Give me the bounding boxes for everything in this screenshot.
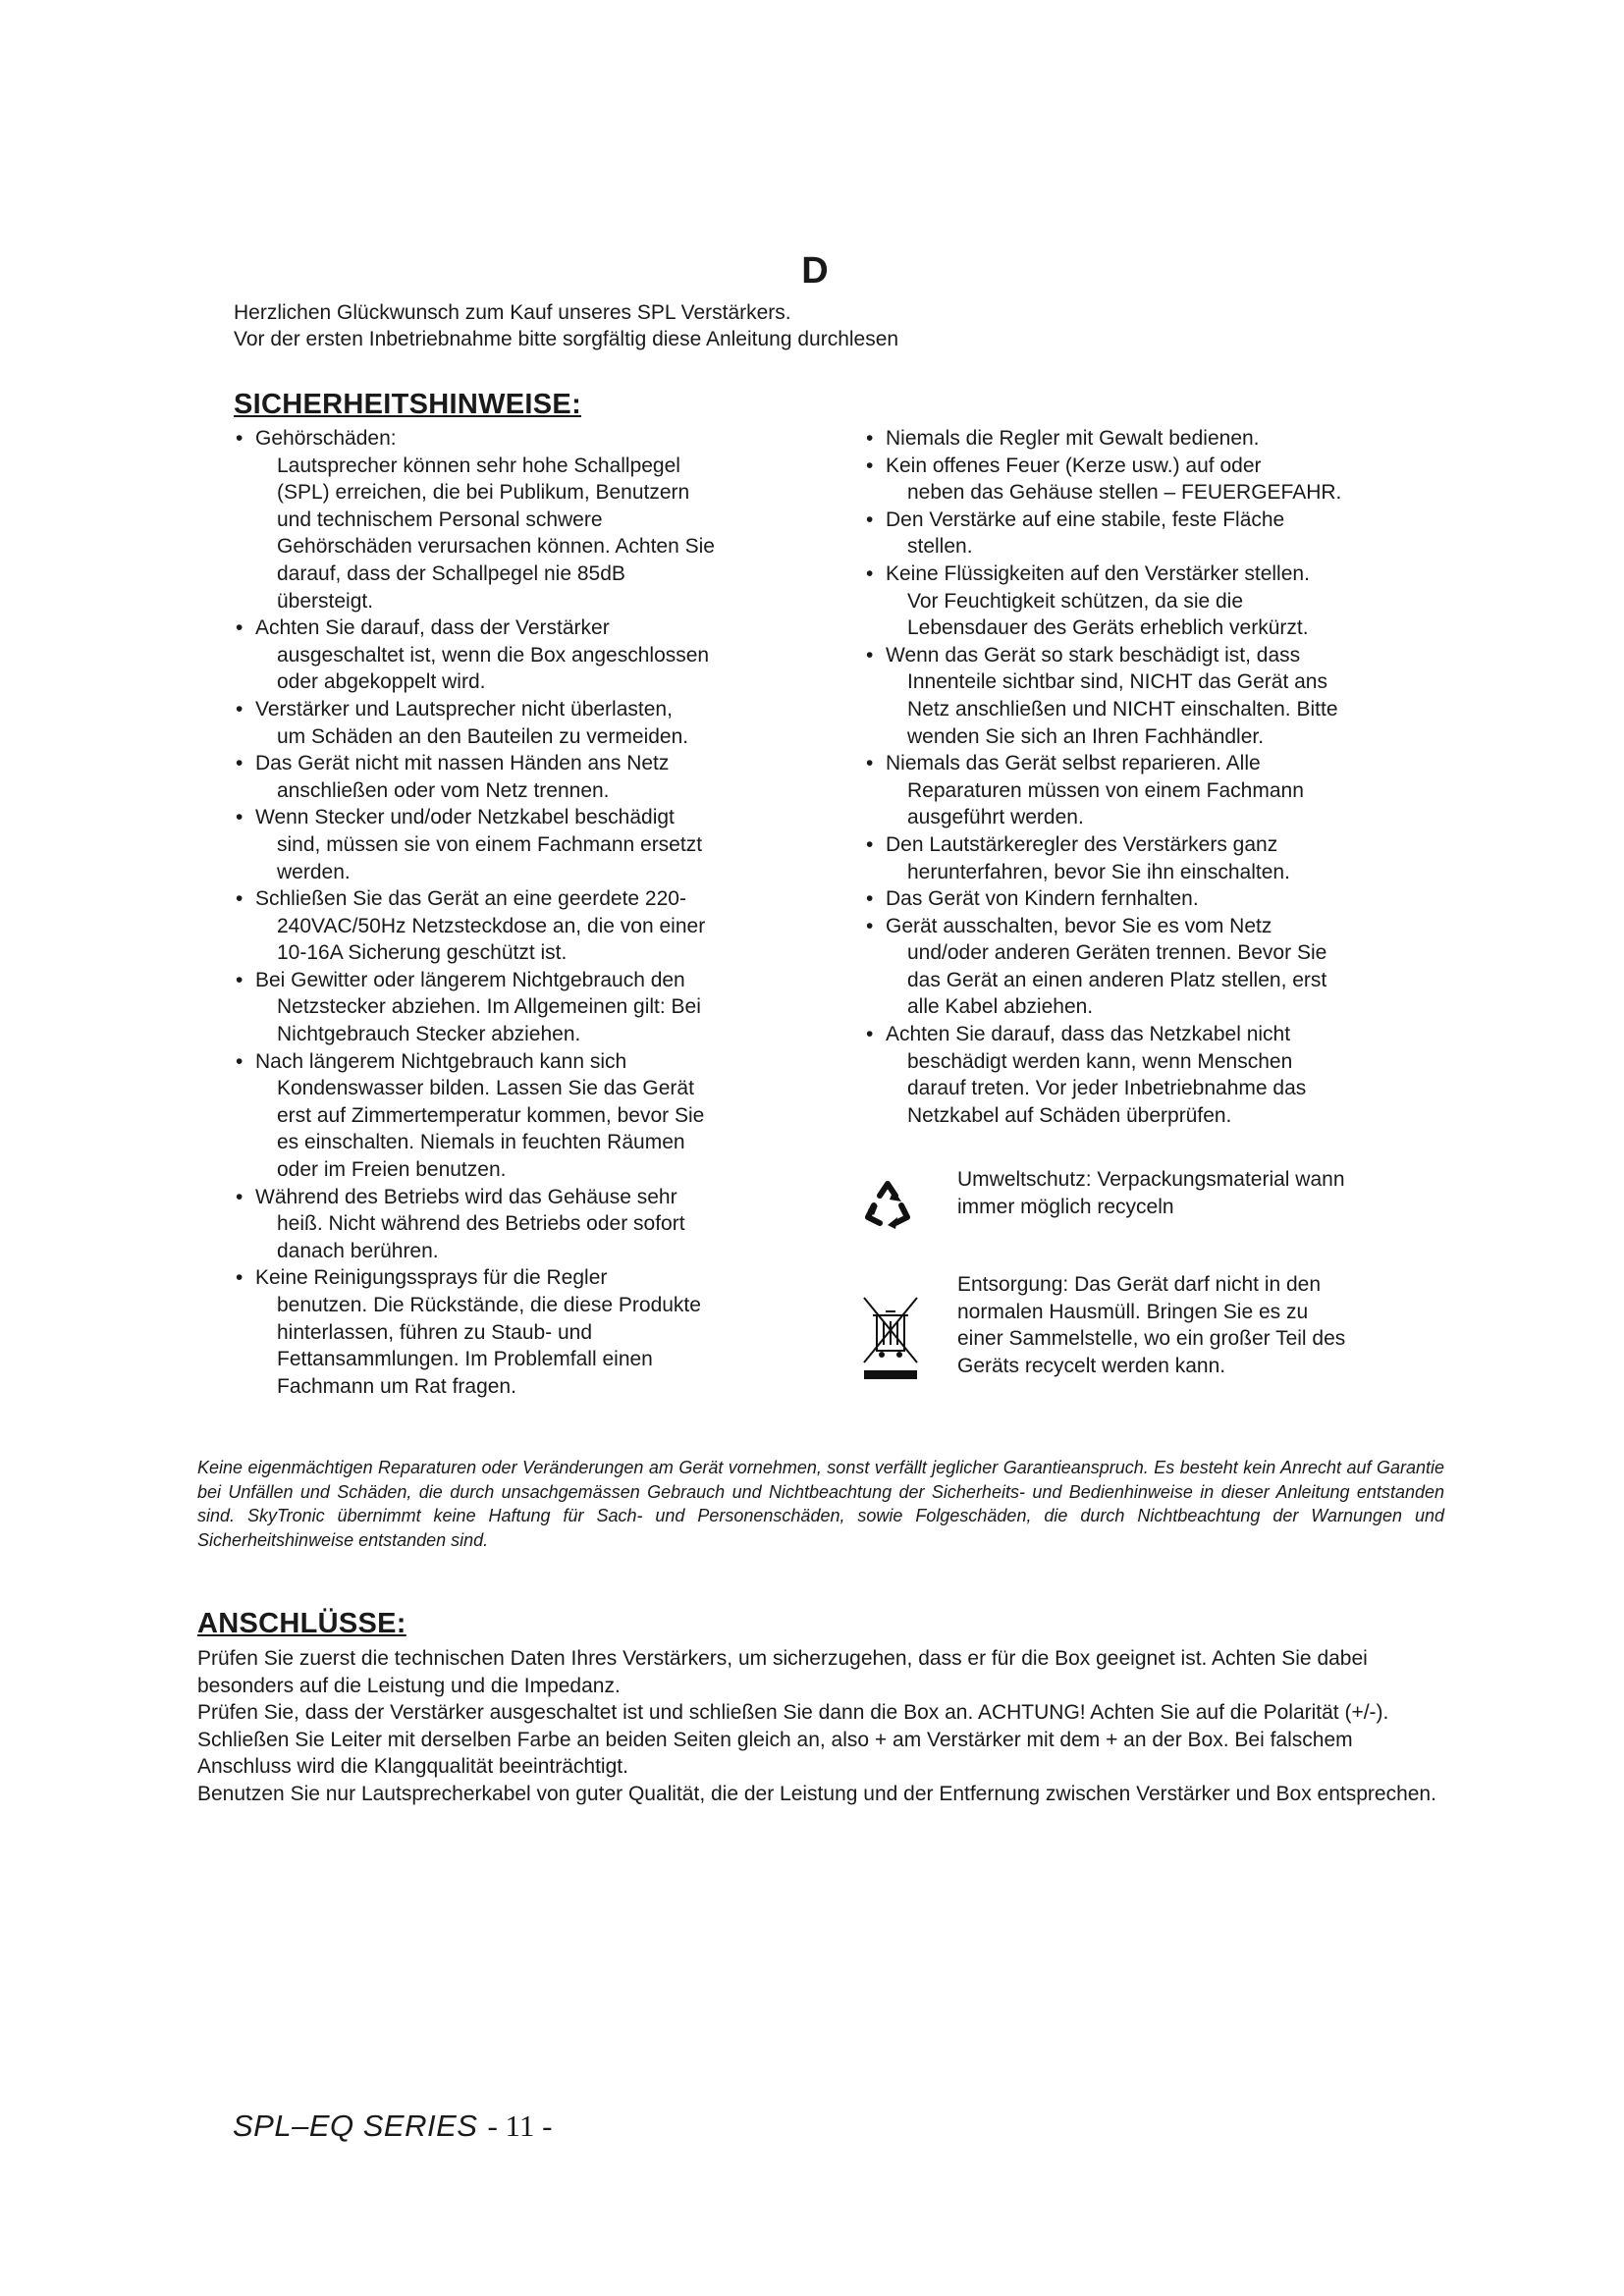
safety-item-line: herunterfahren, bevor Sie ihn einschalten. <box>907 860 1290 883</box>
safety-item-line: Fettansammlungen. Im Problemfall einen <box>277 1348 653 1371</box>
safety-item-line: stellen. <box>907 535 973 559</box>
bullet-icon: • <box>236 697 244 721</box>
safety-item-line: Netzkabel auf Schäden überprüfen. <box>907 1103 1232 1127</box>
safety-item-line: Lebensdauer des Geräts erheblich verkürzt. <box>907 616 1309 640</box>
language-letter: D <box>801 250 829 292</box>
safety-list-left <box>234 425 793 1400</box>
safety-item <box>864 750 1414 831</box>
bullet-icon: • <box>866 643 874 667</box>
recycle-icon <box>860 1176 915 1233</box>
safety-item-line: Nach längerem Nichtgebrauch kann sich <box>255 1049 627 1073</box>
safety-item-line: Reparaturen müssen von einem Fachmann <box>907 778 1304 802</box>
disposal-note-line: Geräts recycelt werden kann. <box>957 1354 1226 1377</box>
safety-heading: SICHERHEITSHINWEISE: <box>234 389 582 420</box>
safety-item-line: heiß. Nicht während des Betriebs oder sofort <box>277 1212 685 1236</box>
recycle-note <box>957 1166 1429 1220</box>
safety-item <box>234 614 793 696</box>
bullet-icon: • <box>866 887 874 911</box>
page-number: - 11 - <box>487 2109 553 2143</box>
safety-item-line: Den Verstärke auf eine stabile, feste Fläche <box>886 507 1285 531</box>
connections-body <box>197 1645 1449 1808</box>
safety-item <box>234 696 793 750</box>
safety-item-line: Kondenswasser bilden. Lassen Sie das Gerät <box>277 1077 694 1100</box>
bullet-icon: • <box>866 561 874 585</box>
safety-item-line: Innenteile sichtbar sind, NICHT das Gerät ans <box>907 670 1327 694</box>
safety-item <box>864 913 1414 1021</box>
safety-item-line: oder abgekoppelt wird. <box>277 670 486 694</box>
safety-item-line: ausgeführt werden. <box>907 806 1084 829</box>
safety-item-line: hinterlassen, führen zu Staub- und <box>277 1320 593 1344</box>
safety-item <box>234 1048 793 1184</box>
safety-item-line: Fachmann um Rat fragen. <box>277 1374 516 1398</box>
safety-item-line: benutzen. Die Rückstände, die diese Produkte <box>277 1294 701 1316</box>
safety-item-line: um Schäden an den Bauteilen zu vermeiden. <box>277 724 689 748</box>
disposal-note-line: normalen Hausmüll. Bringen Sie es zu <box>957 1300 1309 1323</box>
bullet-icon: • <box>236 616 244 640</box>
safety-list-right <box>864 425 1414 1129</box>
safety-item-line: Gerät ausschalten, bevor Sie es vom Netz <box>886 914 1272 937</box>
connections-paragraph: Prüfen Sie zuerst die technischen Daten Ihres Verstärkers, um sicherzugehen, dass er für die Box geeignet ist. Achten Sie dabei besonders auf die Leistung und die Impedanz. <box>197 1647 1368 1697</box>
safety-item-line: darauf treten. Vor jeder Inbetriebnahme das <box>907 1077 1307 1100</box>
bullet-icon: • <box>866 914 874 937</box>
safety-item-line: Gehörschäden verursachen können. Achten Sie <box>277 535 715 559</box>
bullet-icon: • <box>866 454 874 477</box>
connections-paragraph: Prüfen Sie, dass der Verstärker ausgeschaltet ist und schließen Sie dann die Box an. ACHTUNG! Achten Sie auf die Polarität (+/-). Schließen Sie Leiter mit derselben Farbe an beiden Seiten gleich an, also + am Verstärker mit dem + an der Box. Bei falschem Anschluss wird die Klangqualität beeinträchtigt. <box>197 1701 1389 1779</box>
safety-item-line: Verstärker und Lautsprecher nicht überlasten, <box>255 697 673 721</box>
bullet-icon: • <box>236 752 244 775</box>
safety-item-line: werden. <box>277 860 351 883</box>
disposal-note-line: Entsorgung: Das Gerät darf nicht in den <box>957 1273 1322 1296</box>
safety-item-line: Niemals das Gerät selbst reparieren. Alle <box>886 752 1261 775</box>
safety-item-line: Nichtgebrauch Stecker abziehen. <box>277 1023 581 1046</box>
bullet-icon: • <box>236 427 244 450</box>
bullet-icon: • <box>866 752 874 775</box>
safety-item-line: darauf, dass der Schallpegel nie 85dB <box>277 561 625 585</box>
connections-paragraph: Benutzen Sie nur Lautsprecherkabel von guter Qualität, die der Leistung und der Entfernung zwischen Verstärker und Box entsprechen. <box>197 1782 1436 1805</box>
safety-item-line: Netzstecker abziehen. Im Allgemeinen gilt: Bei <box>277 995 701 1019</box>
safety-item-line: beschädigt werden kann, wenn Menschen <box>907 1049 1293 1073</box>
bullet-icon: • <box>866 507 874 531</box>
safety-item-line: danach berühren. <box>277 1239 439 1262</box>
intro-line: Vor der ersten Inbetriebnahme bitte sorgfältig diese Anleitung durchlesen <box>234 328 899 350</box>
safety-item <box>864 561 1414 642</box>
safety-item-line: Niemals die Regler mit Gewalt bedienen. <box>886 427 1260 450</box>
safety-item-line: wenden Sie sich an Ihren Fachhändler. <box>907 724 1265 748</box>
safety-item-line: 240VAC/50Hz Netzsteckdose an, die von einer <box>277 914 706 937</box>
safety-item-line: anschließen oder vom Netz trennen. <box>277 778 610 802</box>
safety-item-line: übersteigt. <box>277 589 374 613</box>
safety-item-line: Schließen Sie das Gerät an eine geerdete 220- <box>255 887 686 911</box>
safety-item <box>234 885 793 967</box>
safety-item-line: das Gerät an einen anderen Platz stellen, erst <box>907 968 1327 991</box>
connections-heading: ANSCHLÜSSE: <box>197 1608 406 1639</box>
safety-item-line: es einschalten. Niemals in feuchten Räumen <box>277 1131 685 1154</box>
safety-item-line: Bei Gewitter oder längerem Nichtgebrauch den <box>255 968 685 991</box>
safety-item-line: Den Lautstärkeregler des Verstärkers ganz <box>886 832 1278 856</box>
warranty-disclaimer: Keine eigenmächtigen Reparaturen oder Veränderungen am Gerät vornehmen, sonst verfällt jeglicher Garantieanspruch. Es besteht kein Anrecht auf Garantie bei Unfällen und Schäden, die durch unsachgemässen Gebrauch und Nichtbeachtung der Sicherheits- und Bedienhinweise in dieser Anleitung entstanden sind. SkyTronic übernimmt keine Haftung für Sach- und Personenschäden, sowie Folgeschäden, die durch Nichtbeachtung der Warnungen und Sicherheitshinweise entstanden sind. <box>197 1458 1444 1550</box>
safety-item <box>864 885 1414 913</box>
intro-line: Herzlichen Glückwunsch zum Kauf unseres SPL Verstärkers. <box>234 301 791 324</box>
safety-item-line: 10-16A Sicherung geschützt ist. <box>277 941 568 965</box>
safety-item <box>234 804 793 885</box>
safety-item <box>864 507 1414 561</box>
page-footer <box>233 2109 552 2144</box>
safety-item <box>234 1264 793 1400</box>
safety-item <box>864 453 1414 507</box>
recycle-note-line: Umweltschutz: Verpackungsmaterial wann <box>957 1168 1345 1191</box>
safety-item-line: erst auf Zimmertemperatur kommen, bevor Sie <box>277 1103 705 1127</box>
safety-item-line: neben das Gehäuse stellen – FEUERGEFAHR. <box>907 481 1342 505</box>
safety-item <box>234 425 793 614</box>
bullet-icon: • <box>236 1185 244 1208</box>
crossed-out-wheelie-bin-icon <box>860 1294 921 1382</box>
safety-item-line: Das Gerät nicht mit nassen Händen ans Netz <box>255 752 670 775</box>
safety-item-line: und technischem Personal schwere <box>277 507 603 531</box>
safety-item-line: Gehörschäden: <box>255 427 397 450</box>
safety-item <box>864 831 1414 885</box>
safety-item-line: alle Kabel abziehen. <box>907 995 1094 1019</box>
bullet-icon: • <box>866 1023 874 1046</box>
bullet-icon: • <box>236 1266 244 1290</box>
bullet-icon: • <box>236 806 244 829</box>
safety-item <box>864 425 1414 453</box>
footer-series: SPL–EQ SERIES <box>233 2109 478 2143</box>
safety-item <box>864 1021 1414 1129</box>
safety-item-line: Vor Feuchtigkeit schützen, da sie die <box>907 589 1244 613</box>
safety-item-line: Netz anschließen und NICHT einschalten. Bitte <box>907 697 1338 721</box>
safety-item-line: oder im Freien benutzen. <box>277 1158 507 1182</box>
bullet-icon: • <box>866 832 874 856</box>
disposal-note-line: einer Sammelstelle, wo ein großer Teil des <box>957 1327 1346 1351</box>
safety-item-line: Das Gerät von Kindern fernhalten. <box>886 887 1199 911</box>
safety-item-line: Keine Reinigungssprays für die Regler <box>255 1266 608 1290</box>
safety-item-line: sind, müssen sie von einem Fachmann ersetzt <box>277 832 703 856</box>
safety-item-line: Achten Sie darauf, dass der Verstärker <box>255 616 610 640</box>
safety-item-line: Wenn Stecker und/oder Netzkabel beschädigt <box>255 806 675 829</box>
bullet-icon: • <box>236 887 244 911</box>
safety-item <box>864 642 1414 750</box>
safety-item <box>234 750 793 804</box>
safety-item-line: Lautsprecher können sehr hohe Schallpegel <box>277 454 680 477</box>
safety-item-line: Kein offenes Feuer (Kerze usw.) auf oder <box>886 454 1262 477</box>
bullet-icon: • <box>236 1049 244 1073</box>
safety-item-line: Wenn das Gerät so stark beschädigt ist, dass <box>886 643 1301 667</box>
safety-item-line: Keine Flüssigkeiten auf den Verstärker stellen. <box>886 561 1310 585</box>
recycle-note-line: immer möglich recyceln <box>957 1195 1174 1218</box>
safety-item-line: und/oder anderen Geräten trennen. Bevor Sie <box>907 941 1327 965</box>
bullet-icon: • <box>236 968 244 991</box>
bullet-icon: • <box>866 427 874 450</box>
safety-item <box>234 967 793 1048</box>
safety-item-line: ausgeschaltet ist, wenn die Box angeschlossen <box>277 643 710 667</box>
safety-item-line: Während des Betriebs wird das Gehäuse sehr <box>255 1185 677 1208</box>
safety-item-line: Achten Sie darauf, dass das Netzkabel nicht <box>886 1023 1291 1046</box>
safety-item-line: (SPL) erreichen, die bei Publikum, Benutzern <box>277 481 690 505</box>
safety-item <box>234 1184 793 1265</box>
disposal-note <box>957 1271 1429 1379</box>
